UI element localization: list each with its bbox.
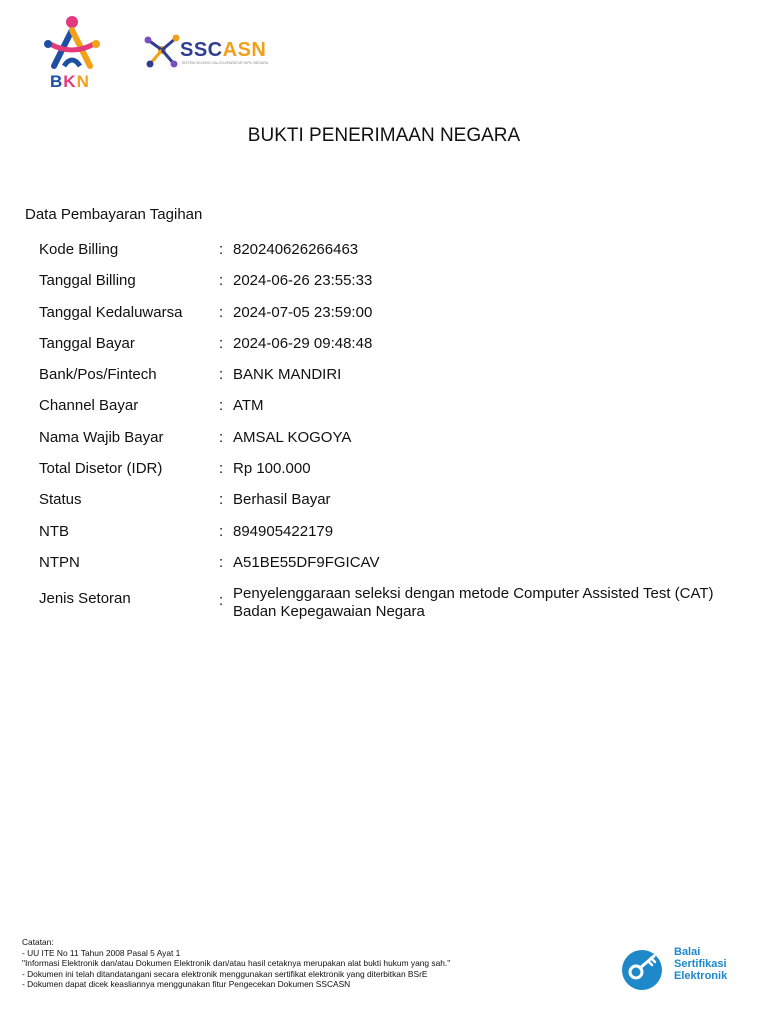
row-ntpn xyxy=(39,554,749,585)
row-label: Jenis Setoran xyxy=(39,590,131,608)
bse-line: Elektronik xyxy=(674,970,728,982)
bse-line: Balai xyxy=(674,946,701,958)
row-label: Status xyxy=(39,491,82,509)
sscasn-wordmark: SSCASN xyxy=(180,39,267,61)
row-status xyxy=(39,491,749,522)
row-label: Tanggal Kedaluwarsa xyxy=(39,303,183,321)
row-value: 894905422179 xyxy=(233,522,334,540)
row-colon: : xyxy=(219,272,224,290)
row-label: Tanggal Billing xyxy=(39,272,136,290)
row-value: AMSAL KOGOYA xyxy=(233,428,352,446)
row-value: Rp 100.000 xyxy=(233,460,311,478)
row-total-disetor xyxy=(39,460,749,491)
row-colon: : xyxy=(219,303,224,321)
row-tanggal-kedaluwarsa xyxy=(39,304,749,335)
row-value xyxy=(233,585,749,621)
row-tanggal-billing xyxy=(39,272,749,303)
row-value: 820240626266463 xyxy=(233,241,359,258)
bkn-logo-text: BKN xyxy=(50,72,90,91)
row-jenis-setoran xyxy=(39,585,749,625)
row-colon: : xyxy=(219,366,224,384)
row-colon: : xyxy=(219,522,224,540)
document-title: BUKTI PENERIMAAN NEGARA xyxy=(247,125,521,146)
sscasn-emblem-icon xyxy=(142,30,182,74)
row-colon: : xyxy=(219,553,224,571)
bse-line: Sertifikasi xyxy=(674,958,727,970)
note-line: - UU ITE No 11 Tahun 2008 Pasal 5 Ayat 1 xyxy=(22,947,181,958)
notes-heading: Catatan: xyxy=(22,937,54,947)
row-colon: : xyxy=(219,428,224,446)
bkn-emblem-icon xyxy=(40,14,104,76)
row-colon: : xyxy=(219,241,224,258)
note-line: - Dokumen dapat dicek keasliannya menggunakan fitur Pengecekan Dokumen SSCASN xyxy=(22,979,351,990)
row-label: NTB xyxy=(39,522,69,540)
row-nama-wajib-bayar xyxy=(39,429,749,460)
note-line: - Dokumen ini telah ditandatangani secara elektronik menggunakan sertifikat elektronik yang diterbitkan BSrE xyxy=(22,968,428,979)
sscasn-logo xyxy=(142,30,282,74)
bse-emblem-icon xyxy=(620,946,666,992)
bse-logo-text xyxy=(674,946,727,982)
payment-details xyxy=(39,241,749,625)
row-value: Berhasil Bayar xyxy=(233,491,331,509)
row-value: BANK MANDIRI xyxy=(233,366,342,384)
row-colon: : xyxy=(219,460,224,478)
section-title: Data Pembayaran Tagihan xyxy=(25,206,203,223)
row-value-line: Badan Kepegawaian Negara xyxy=(233,603,425,621)
row-value-line: Penyelenggaraan seleksi dengan metode Computer Assisted Test (CAT) xyxy=(233,585,714,603)
row-colon: : xyxy=(219,592,224,610)
sscasn-tagline: SISTEM SELEKSI CALON APARATUR SIPIL NEGARA xyxy=(182,61,269,65)
row-value: ATM xyxy=(233,397,264,415)
note-line: "Informasi Elektronik dan/atau Dokumen Elektronik dan/atau hasil cetaknya merupakan alat bukti hukum yang sah." xyxy=(22,958,451,969)
row-channel-bayar xyxy=(39,397,749,428)
row-value: A51BE55DF9FGICAV xyxy=(233,553,380,571)
row-tanggal-bayar xyxy=(39,335,749,366)
bse-logo xyxy=(620,946,750,992)
row-label: Nama Wajib Bayar xyxy=(39,428,164,446)
row-label: Total Disetor (IDR) xyxy=(39,460,163,478)
row-ntb xyxy=(39,523,749,554)
row-colon: : xyxy=(219,491,224,509)
notes xyxy=(22,937,450,990)
row-label: Channel Bayar xyxy=(39,397,139,415)
row-value: 2024-07-05 23:59:00 xyxy=(233,303,373,321)
row-value: 2024-06-26 23:55:33 xyxy=(233,272,373,290)
row-label: Bank/Pos/Fintech xyxy=(39,366,157,384)
row-kode-billing xyxy=(39,241,749,272)
row-colon: : xyxy=(219,334,224,352)
row-label: Kode Billing xyxy=(39,241,119,258)
row-label: Tanggal Bayar xyxy=(39,334,135,352)
row-bank xyxy=(39,366,749,397)
row-colon: : xyxy=(219,397,224,415)
row-value: 2024-06-29 09:48:48 xyxy=(233,334,373,352)
row-label: NTPN xyxy=(39,553,80,571)
